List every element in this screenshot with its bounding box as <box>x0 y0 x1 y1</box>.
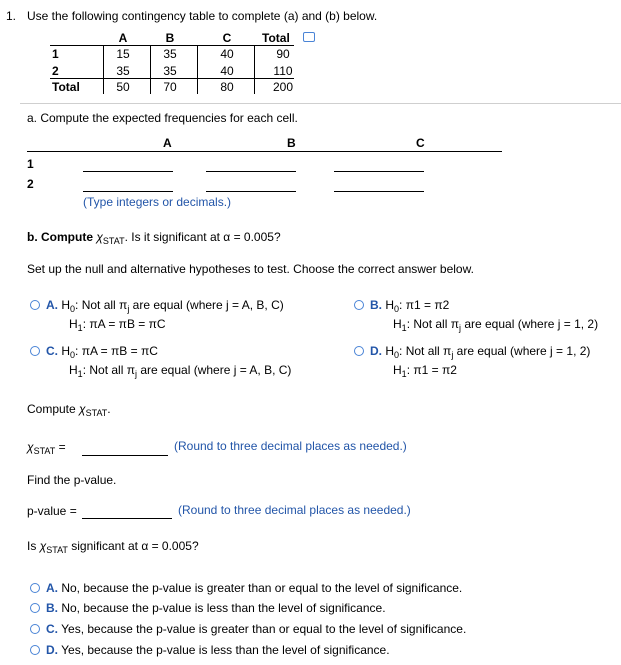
final-b <box>46 601 386 615</box>
table-divider <box>150 46 151 94</box>
copy-table-icon[interactable] <box>303 32 315 42</box>
hyp-b-letter: B. <box>370 298 382 312</box>
expected-input-2c[interactable] <box>334 191 424 192</box>
table-cell: 70 <box>163 80 177 94</box>
final-b-letter: B. <box>46 601 58 615</box>
section-divider <box>20 103 621 104</box>
hyp-d-h0: D. $H_0$: Not all $\pi_j$ are equal (where j = 1, 2) <box>370 344 591 360</box>
final-a <box>46 581 462 595</box>
part-b-prompt <box>27 230 281 244</box>
hyp-a-letter: A. <box>46 298 58 312</box>
hyp-c-h1: $H_1$: Not all $\pi_j$ are equal (where j = A, B, C) <box>69 363 292 379</box>
find-p-text: Find the p-value. <box>27 473 117 487</box>
hyp-c-h1-end: are equal (where j = A, B, C) <box>137 363 292 377</box>
table-cell: 90 <box>276 47 290 61</box>
sig-stat-sub: STAT <box>46 545 68 555</box>
final-a-letter: A. <box>46 581 58 595</box>
table-divider <box>103 46 104 94</box>
row-label: 2 <box>52 64 59 78</box>
expected-input-1b[interactable] <box>206 171 296 172</box>
hyp-a-h0-end: are equal (where j = A, B, C) <box>129 298 284 312</box>
round-hint-chi: (Round to three decimal places as needed.) <box>174 439 407 453</box>
compute-label: Compute $\chi_{STAT}$. <box>27 402 111 418</box>
is-suffix: significant at <box>71 539 138 553</box>
chi-label-sub: STAT <box>33 446 56 456</box>
question-number: 1. <box>6 9 17 23</box>
setup-text: Set up the null and alternative hypotheses to test. Choose the correct answer below. <box>27 262 474 276</box>
type-hint: (Type integers or decimals.) <box>83 195 232 209</box>
table-cell: 35 <box>163 64 177 78</box>
table-divider <box>254 46 255 94</box>
hyp-a-h0-text: Not all π <box>81 298 128 312</box>
hyp-b-h1: $H_1$: Not all $\pi_j$ are equal (where j = 1, 2) <box>393 317 599 333</box>
hyp-d-h1: $H_1$: π1 = π2 <box>393 363 457 379</box>
alpha-text: α = 0.005? <box>223 230 281 244</box>
table-cell: 80 <box>220 80 234 94</box>
p-value-input[interactable] <box>82 518 172 519</box>
table-cell: 40 <box>220 64 234 78</box>
expected-col-a: A <box>163 136 172 150</box>
significance-question: Is $\chi_{STAT}$ significant at α = 0.005? <box>27 539 199 555</box>
chi-stat-label: $\chi_{STAT}$ = <box>27 440 66 456</box>
hyp-b-h1-end: are equal (where j = 1, 2) <box>461 317 599 331</box>
compute-text: Compute <box>27 402 76 416</box>
sig-alpha: α = 0.005? <box>141 539 199 553</box>
final-d-letter: D. <box>46 643 58 657</box>
expected-input-1c[interactable] <box>334 171 424 172</box>
expected-input-2a[interactable] <box>83 191 173 192</box>
hyp-d-h0-end: are equal (where j = 1, 2) <box>453 344 591 358</box>
table-cell: 40 <box>220 47 234 61</box>
hyp-b-h1-text: Not all π <box>413 317 459 331</box>
table-cell: 110 <box>273 64 293 78</box>
hyp-a-h1-text: π <box>89 317 98 331</box>
hyp-d-h0-text: Not all π <box>405 344 452 358</box>
row-label: 1 <box>52 47 59 61</box>
is-prefix: Is <box>27 539 37 553</box>
table-cell: 35 <box>116 64 130 78</box>
radio-final-b[interactable] <box>30 603 40 613</box>
hyp-c-letter: C. <box>46 344 58 358</box>
final-c-letter: C. <box>46 622 58 636</box>
final-d <box>46 643 390 657</box>
header-b: B <box>165 31 175 45</box>
hyp-a-h1: $H_1$: πA = πB = πC <box>69 317 166 333</box>
table-cell: 15 <box>116 47 130 61</box>
expected-input-2b[interactable] <box>206 191 296 192</box>
hyp-a-h1-end: A = πB = πC <box>97 317 166 331</box>
final-d-text: Yes, because the p-value is less than the level of significance. <box>61 643 390 657</box>
radio-hyp-c[interactable] <box>30 346 40 356</box>
table-divider <box>197 46 198 94</box>
hyp-d-letter: D. <box>370 344 382 358</box>
expected-col-c: C <box>416 136 425 150</box>
row-label: Total <box>52 80 80 94</box>
hyp-a-h0: A. $H_0$: Not all $\pi_j$ are equal (where j = A, B, C) <box>46 298 284 314</box>
hyp-b-h0: B. $H_0$: π1 = π2 <box>370 298 450 314</box>
radio-hyp-d[interactable] <box>354 346 364 356</box>
hyp-c-h0: C. $H_0$: πA = πB = πC <box>46 344 158 360</box>
stat-subscript: STAT <box>102 236 125 246</box>
compute-stat-sub: STAT <box>85 408 108 418</box>
radio-hyp-b[interactable] <box>354 300 364 310</box>
final-a-text: No, because the p-value is greater than or equal to the level of significance. <box>61 581 463 595</box>
expected-row-1: 1 <box>27 157 34 171</box>
final-b-text: No, because the p-value is less than the level of significance. <box>61 601 386 615</box>
part-b-label: b. Compute <box>27 230 93 244</box>
header-a: A <box>118 31 128 45</box>
radio-final-d[interactable] <box>30 645 40 655</box>
chi-symbol: χ <box>96 230 103 244</box>
chi-stat-input[interactable] <box>82 455 168 456</box>
part-a-prompt: a. Compute the expected frequencies for each cell. <box>27 111 298 125</box>
hyp-c-h1-text: Not all π <box>89 363 135 377</box>
table-cell: 200 <box>272 80 294 94</box>
table-top-rule <box>50 45 294 46</box>
expected-table-rule <box>27 151 502 152</box>
hyp-d-h1-text: π1 = π2 <box>413 363 457 377</box>
radio-final-a[interactable] <box>30 583 40 593</box>
table-cell: 35 <box>163 47 177 61</box>
expected-row-2: 2 <box>27 177 34 191</box>
table-cell: 50 <box>116 80 130 94</box>
instruction-text: Use the following contingency table to complete (a) and (b) below. <box>27 9 378 23</box>
hyp-b-h0-text: π1 = π2 <box>405 298 450 312</box>
hyp-c-h0-text: πA = πB = πC <box>81 344 158 358</box>
p-value-label: p-value = <box>27 504 77 518</box>
part-b-suffix: . Is it significant at <box>124 230 220 244</box>
table-total-rule <box>50 78 294 79</box>
header-c: C <box>222 31 232 45</box>
radio-hyp-a[interactable] <box>30 300 40 310</box>
radio-final-c[interactable] <box>30 624 40 634</box>
expected-col-b: B <box>287 136 296 150</box>
final-c <box>46 622 466 636</box>
final-c-text: Yes, because the p-value is greater than or equal to the level of significance. <box>61 622 467 636</box>
expected-input-1a[interactable] <box>83 171 173 172</box>
header-total: Total <box>262 31 290 45</box>
round-hint-p: (Round to three decimal places as needed.) <box>178 503 411 517</box>
